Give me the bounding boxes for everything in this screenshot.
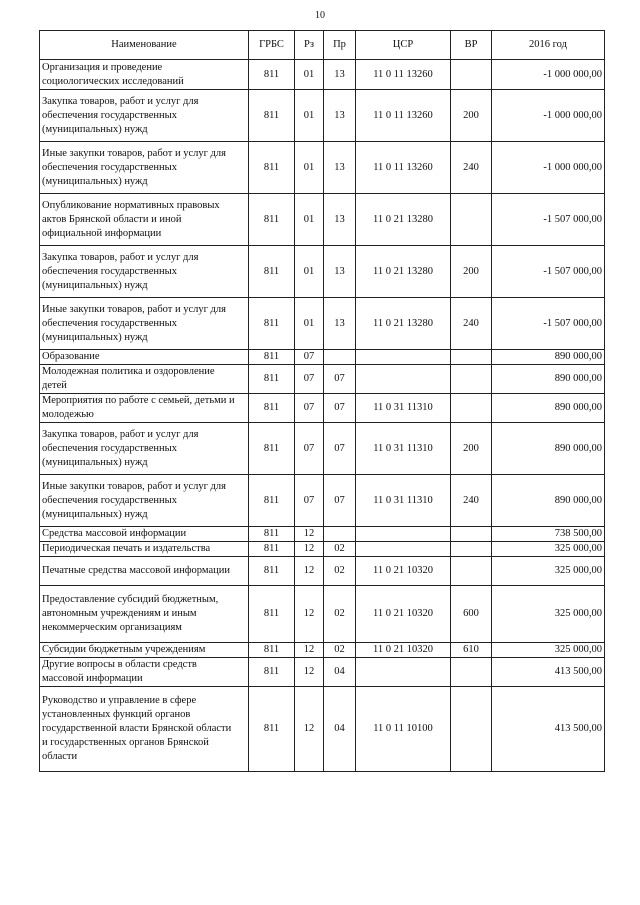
- row-grbs: 811: [249, 246, 295, 298]
- row-grbs: 811: [249, 557, 295, 586]
- table-row: [40, 423, 605, 475]
- row-pr: 07: [324, 423, 356, 475]
- row-rz: 01: [295, 142, 324, 194]
- row-grbs: 811: [249, 687, 295, 772]
- row-csr: 11 0 21 10320: [356, 586, 451, 643]
- row-vr: [451, 394, 492, 423]
- table-row: [40, 194, 605, 246]
- row-grbs: 811: [249, 60, 295, 90]
- row-rz: 07: [295, 394, 324, 423]
- header-csr: ЦСР: [356, 31, 451, 60]
- row-rz: 12: [295, 586, 324, 643]
- row-csr: 11 0 21 13280: [356, 194, 451, 246]
- row-pr: 13: [324, 142, 356, 194]
- header-rz: Рз: [295, 31, 324, 60]
- row-rz: 07: [295, 365, 324, 394]
- table-row: [40, 298, 605, 350]
- row-name: Средства массовой информации: [40, 527, 249, 542]
- row-vr: [451, 350, 492, 365]
- row-name: Субсидии бюджетным учреждениям: [40, 643, 249, 658]
- row-pr: 13: [324, 60, 356, 90]
- row-pr: 13: [324, 298, 356, 350]
- table-row: [40, 350, 605, 365]
- row-name: Руководство и управление в сфере установленных функций органов государственной власти Брянской области и государственных органов Брянской области: [40, 687, 249, 772]
- row-vr: 610: [451, 643, 492, 658]
- row-amount: 325 000,00: [492, 643, 605, 658]
- table-row: [40, 527, 605, 542]
- row-vr: 600: [451, 586, 492, 643]
- row-csr: 11 0 31 11310: [356, 475, 451, 527]
- row-csr: 11 0 11 13260: [356, 60, 451, 90]
- row-vr: 200: [451, 423, 492, 475]
- row-name: Закупка товаров, работ и услуг для обеспечения государственных (муниципальных) нужд: [40, 423, 249, 475]
- row-amount: -1 507 000,00: [492, 298, 605, 350]
- row-pr: 04: [324, 687, 356, 772]
- row-vr: [451, 542, 492, 557]
- header-vr: ВР: [451, 31, 492, 60]
- row-vr: 240: [451, 298, 492, 350]
- table-row: [40, 475, 605, 527]
- row-grbs: 811: [249, 586, 295, 643]
- row-grbs: 811: [249, 542, 295, 557]
- row-rz: 12: [295, 542, 324, 557]
- row-grbs: 811: [249, 475, 295, 527]
- row-rz: 12: [295, 557, 324, 586]
- row-grbs: 811: [249, 350, 295, 365]
- row-csr: 11 0 11 13260: [356, 142, 451, 194]
- table-row: [40, 542, 605, 557]
- row-vr: [451, 60, 492, 90]
- row-pr: 13: [324, 90, 356, 142]
- row-grbs: 811: [249, 423, 295, 475]
- row-pr: 02: [324, 557, 356, 586]
- table-row: [40, 658, 605, 687]
- row-pr: [324, 527, 356, 542]
- row-csr: 11 0 21 13280: [356, 246, 451, 298]
- row-name: Периодическая печать и издательства: [40, 542, 249, 557]
- header-pr: Пр: [324, 31, 356, 60]
- row-grbs: 811: [249, 527, 295, 542]
- table-row: [40, 60, 605, 90]
- row-name: Иные закупки товаров, работ и услуг для обеспечения государственных (муниципальных) нужд: [40, 142, 249, 194]
- row-grbs: 811: [249, 658, 295, 687]
- table-row: [40, 246, 605, 298]
- row-pr: 07: [324, 365, 356, 394]
- row-rz: 12: [295, 687, 324, 772]
- row-name: Иные закупки товаров, работ и услуг для обеспечения государственных (муниципальных) нужд: [40, 475, 249, 527]
- row-csr: [356, 542, 451, 557]
- row-amount: 413 500,00: [492, 687, 605, 772]
- row-vr: [451, 365, 492, 394]
- row-csr: 11 0 31 11310: [356, 423, 451, 475]
- row-pr: 02: [324, 542, 356, 557]
- row-csr: 11 0 21 10320: [356, 557, 451, 586]
- row-vr: [451, 687, 492, 772]
- row-name: Образование: [40, 350, 249, 365]
- row-rz: 01: [295, 90, 324, 142]
- row-name: Печатные средства массовой информации: [40, 557, 249, 586]
- page-number: 10: [315, 10, 325, 21]
- row-rz: 01: [295, 298, 324, 350]
- table-row: [40, 687, 605, 772]
- row-vr: 240: [451, 142, 492, 194]
- row-vr: [451, 194, 492, 246]
- row-amount: 890 000,00: [492, 423, 605, 475]
- row-amount: -1 507 000,00: [492, 246, 605, 298]
- row-name: Закупка товаров, работ и услуг для обеспечения государственных (муниципальных) нужд: [40, 246, 249, 298]
- row-rz: 07: [295, 423, 324, 475]
- row-csr: 11 0 21 13280: [356, 298, 451, 350]
- row-pr: [324, 350, 356, 365]
- table-row: [40, 142, 605, 194]
- row-amount: 325 000,00: [492, 557, 605, 586]
- row-rz: 01: [295, 194, 324, 246]
- row-pr: 02: [324, 643, 356, 658]
- row-amount: 413 500,00: [492, 658, 605, 687]
- row-csr: [356, 350, 451, 365]
- row-name: Закупка товаров, работ и услуг для обеспечения государственных (муниципальных) нужд: [40, 90, 249, 142]
- row-csr: [356, 365, 451, 394]
- row-pr: 04: [324, 658, 356, 687]
- budget-table: [39, 30, 605, 772]
- row-amount: 890 000,00: [492, 350, 605, 365]
- row-grbs: 811: [249, 298, 295, 350]
- row-grbs: 811: [249, 90, 295, 142]
- row-vr: [451, 557, 492, 586]
- table-row: [40, 365, 605, 394]
- row-amount: 890 000,00: [492, 365, 605, 394]
- row-csr: [356, 658, 451, 687]
- table-row: [40, 90, 605, 142]
- row-pr: 07: [324, 394, 356, 423]
- row-vr: 200: [451, 246, 492, 298]
- row-name: Молодежная политика и оздоровление детей: [40, 365, 249, 394]
- row-pr: 13: [324, 246, 356, 298]
- row-grbs: 811: [249, 142, 295, 194]
- row-name: Предоставление субсидий бюджетным, автономным учреждениям и иным некоммерческим организациям: [40, 586, 249, 643]
- row-rz: 12: [295, 643, 324, 658]
- row-csr: 11 0 21 10320: [356, 643, 451, 658]
- row-amount: 890 000,00: [492, 394, 605, 423]
- row-amount: 890 000,00: [492, 475, 605, 527]
- row-amount: 325 000,00: [492, 586, 605, 643]
- row-grbs: 811: [249, 394, 295, 423]
- row-grbs: 811: [249, 194, 295, 246]
- table-row: [40, 586, 605, 643]
- row-name: Иные закупки товаров, работ и услуг для обеспечения государственных (муниципальных) нужд: [40, 298, 249, 350]
- row-name: Другие вопросы в области средств массовой информации: [40, 658, 249, 687]
- row-name: Опубликование нормативных правовых актов Брянской области и иной официальной информации: [40, 194, 249, 246]
- row-amount: -1 507 000,00: [492, 194, 605, 246]
- row-rz: 12: [295, 658, 324, 687]
- row-pr: 13: [324, 194, 356, 246]
- row-rz: 07: [295, 475, 324, 527]
- row-vr: [451, 658, 492, 687]
- row-vr: 200: [451, 90, 492, 142]
- header-grbs: ГРБС: [249, 31, 295, 60]
- header-year: 2016 год: [492, 31, 605, 60]
- header-name: Наименование: [40, 31, 249, 60]
- row-amount: -1 000 000,00: [492, 90, 605, 142]
- row-name: Организация и проведение социологических исследований: [40, 60, 249, 90]
- row-vr: 240: [451, 475, 492, 527]
- row-name: Мероприятия по работе с семьей, детьми и молодежью: [40, 394, 249, 423]
- row-csr: [356, 527, 451, 542]
- table-row: [40, 557, 605, 586]
- row-rz: 01: [295, 246, 324, 298]
- row-pr: 07: [324, 475, 356, 527]
- row-pr: 02: [324, 586, 356, 643]
- row-amount: -1 000 000,00: [492, 142, 605, 194]
- row-grbs: 811: [249, 365, 295, 394]
- row-vr: [451, 527, 492, 542]
- table-row: [40, 643, 605, 658]
- table-header-row: [40, 31, 605, 60]
- row-grbs: 811: [249, 643, 295, 658]
- row-csr: 11 0 11 13260: [356, 90, 451, 142]
- row-rz: 01: [295, 60, 324, 90]
- row-rz: 12: [295, 527, 324, 542]
- table-row: [40, 394, 605, 423]
- row-amount: -1 000 000,00: [492, 60, 605, 90]
- row-amount: 738 500,00: [492, 527, 605, 542]
- row-rz: 07: [295, 350, 324, 365]
- row-amount: 325 000,00: [492, 542, 605, 557]
- row-csr: 11 0 31 11310: [356, 394, 451, 423]
- row-csr: 11 0 11 10100: [356, 687, 451, 772]
- table-body: [40, 60, 605, 772]
